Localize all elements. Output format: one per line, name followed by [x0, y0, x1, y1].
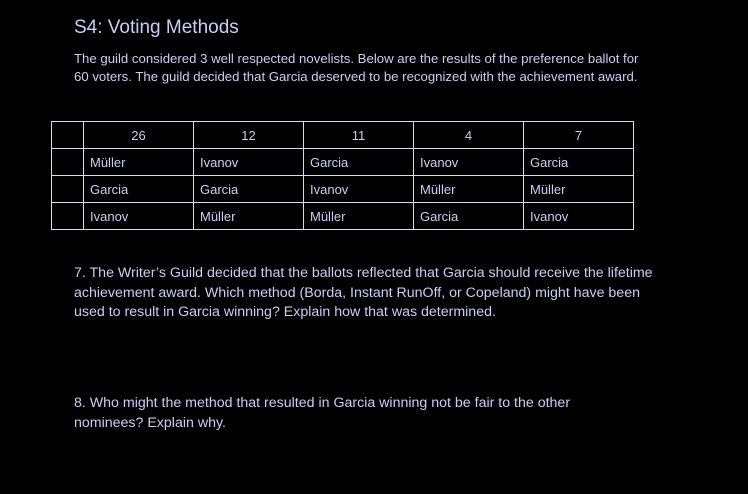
candidate-cell: Müller: [414, 176, 524, 203]
rank-cell: [52, 176, 84, 203]
table-header-row: [52, 122, 634, 149]
candidate-cell: Müller: [304, 203, 414, 230]
voter-count-header: 4: [414, 122, 524, 149]
candidate-cell: Garcia: [524, 149, 634, 176]
candidate-cell: Müller: [84, 149, 194, 176]
candidate-cell: Garcia: [414, 203, 524, 230]
page-title: S4: Voting Methods: [74, 17, 239, 38]
candidate-cell: Ivanov: [194, 149, 304, 176]
voter-count-header: 12: [194, 122, 304, 149]
rank-cell: [52, 203, 84, 230]
candidate-cell: Ivanov: [304, 176, 414, 203]
candidate-cell: Ivanov: [84, 203, 194, 230]
candidate-cell: Müller: [524, 176, 634, 203]
candidate-cell: Ivanov: [414, 149, 524, 176]
table-row: [52, 149, 634, 176]
candidate-cell: Müller: [194, 203, 304, 230]
question-7: 7. The Writer’s Guild decided that the ballots reflected that Garcia should receive the lifetime achievement award. Which method (Borda, Instant RunOff, or Copeland) might have been used to result in Garcia winning? Explain how that was determined.: [74, 265, 653, 320]
table-corner-cell: [52, 122, 84, 149]
candidate-cell: Ivanov: [524, 203, 634, 230]
candidate-cell: Garcia: [194, 176, 304, 203]
voter-count-header: 7: [524, 122, 634, 149]
rank-cell: [52, 149, 84, 176]
candidate-cell: Garcia: [84, 176, 194, 203]
table-row: [52, 203, 634, 230]
question-8: 8. Who might the method that resulted in Garcia winning not be fair to the other nominees? Explain why.: [74, 395, 571, 431]
voter-count-header: 11: [304, 122, 414, 149]
voter-count-header: 26: [84, 122, 194, 149]
intro-paragraph: The guild considered 3 well respected novelists. Below are the results of the preference ballot for 60 voters. The guild decided that Garcia deserved to be recognized with the achievement award.: [74, 51, 639, 84]
table-row: [52, 176, 634, 203]
candidate-cell: Garcia: [304, 149, 414, 176]
preference-ballot-table: [51, 121, 634, 230]
